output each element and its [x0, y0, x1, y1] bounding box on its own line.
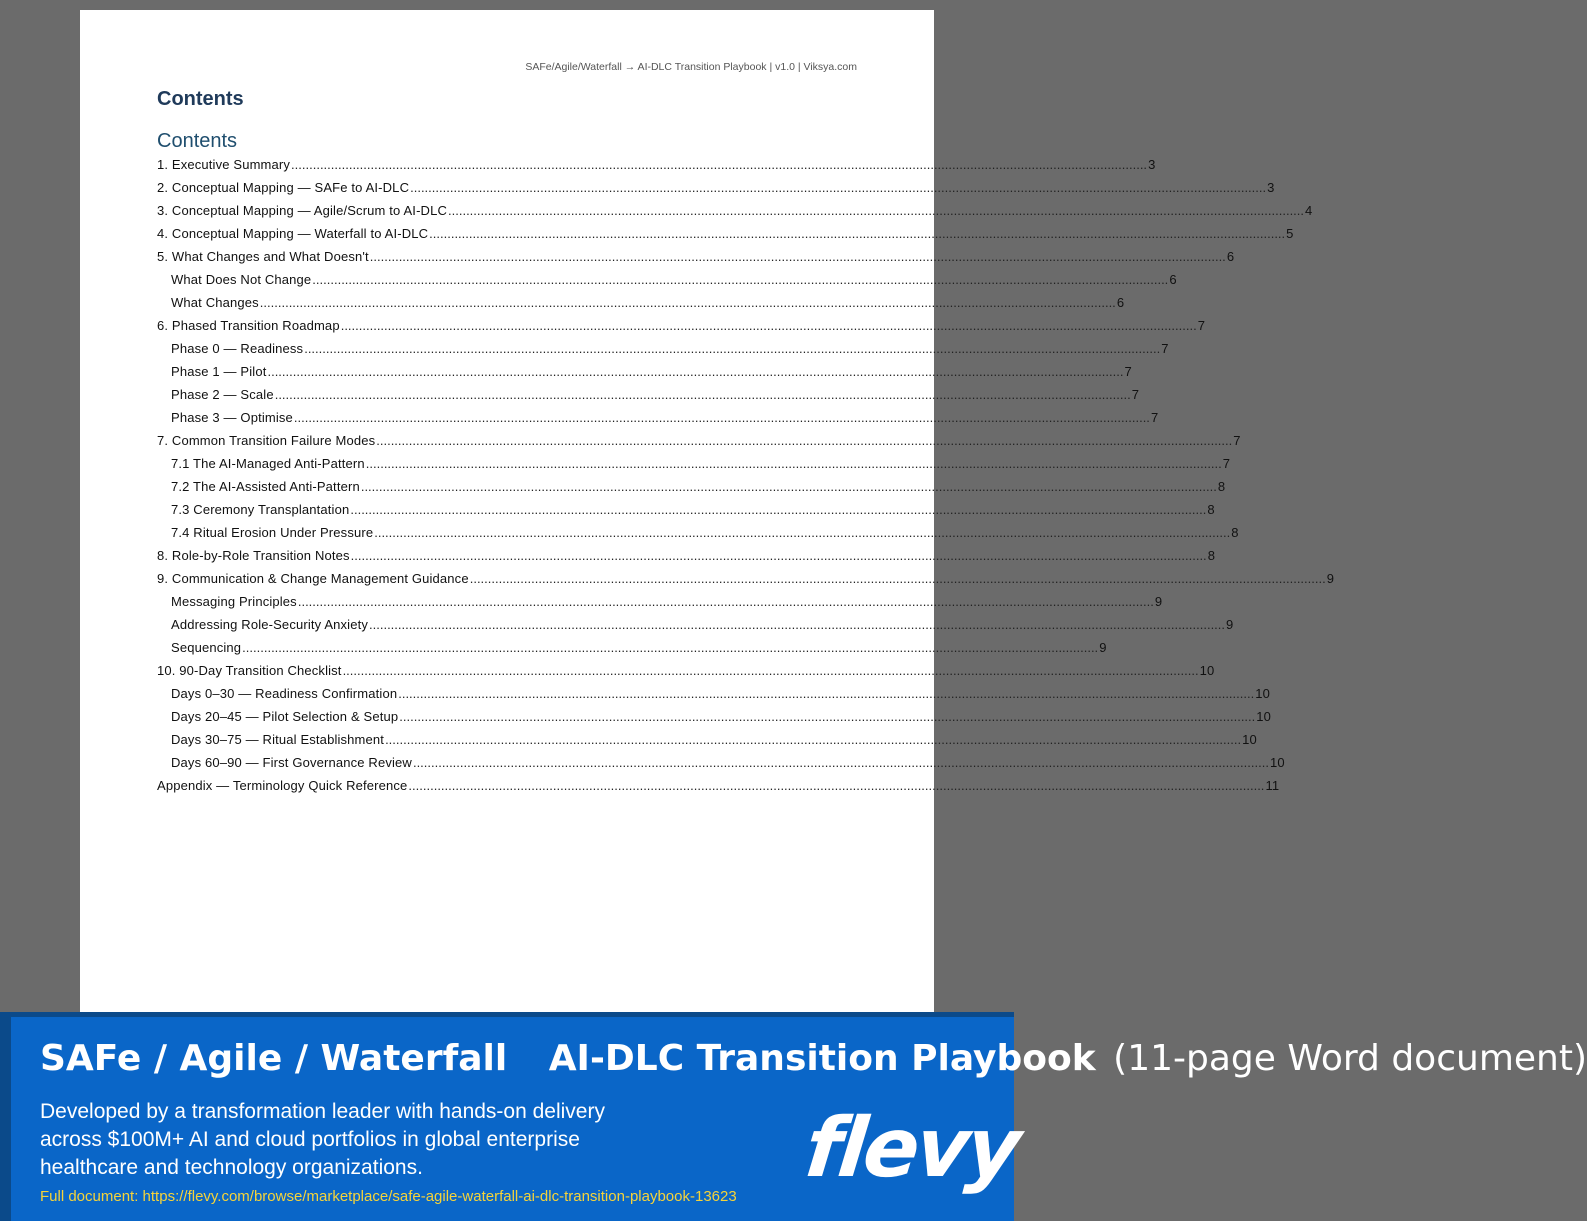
toc-entry[interactable] [157, 314, 1206, 337]
flevy-logo: flevy [801, 1101, 1023, 1196]
toc-entry-page: 3 [1148, 157, 1156, 172]
toc-entry-page: 9 [1326, 571, 1335, 586]
toc-leader-dots [343, 659, 1199, 682]
toc-entry-label: 3. Conceptual Mapping — Agile/Scrum to AI-DLC [157, 203, 448, 218]
promo-banner [0, 1012, 1587, 1221]
toc-entry-page: 7 [1233, 433, 1241, 448]
toc-leader-dots [370, 245, 1226, 268]
toc-leader-dots [361, 475, 1217, 498]
toc-entry[interactable] [157, 636, 1107, 659]
toc-entry-label: 7.3 Ceremony Transplantation [171, 502, 350, 517]
toc-entry-label: 7.1 The AI-Managed Anti-Pattern [171, 456, 365, 471]
toc-entry-label: Messaging Principles [171, 594, 297, 609]
banner-title-part3: (11-page Word document) [1113, 1038, 1587, 1079]
toc-entry-page: 6 [1169, 272, 1177, 287]
toc-entry-page: 6 [1116, 295, 1125, 310]
toc-leader-dots [267, 360, 1123, 383]
toc-entry[interactable] [157, 774, 1280, 797]
toc-entry-page: 7 [1124, 364, 1132, 379]
toc-leader-dots [369, 613, 1225, 636]
toc-entry-page: 10 [1269, 755, 1285, 770]
toc-entry-page: 7 [1161, 341, 1169, 356]
toc-entry-page: 7 [1131, 387, 1140, 402]
toc-leader-dots [260, 291, 1116, 314]
toc-leader-dots [398, 682, 1254, 705]
toc-entry-page: 10 [1242, 732, 1257, 747]
toc-entry-page: 4 [1305, 203, 1313, 218]
toc-entry[interactable] [157, 222, 1294, 245]
toc-entry-page: 6 [1226, 249, 1235, 264]
toc-entry[interactable] [157, 590, 1163, 613]
toc-entry[interactable] [157, 613, 1234, 636]
toc-leader-dots [385, 728, 1241, 751]
toc-entry-page: 8 [1207, 502, 1215, 517]
toc-entry-label: 10. 90-Day Transition Checklist [157, 663, 342, 678]
toc-entry-label: 9. Communication & Change Management Guidance [157, 571, 469, 586]
toc-entry-page: 8 [1231, 525, 1239, 540]
toc-entry[interactable] [157, 544, 1216, 567]
toc-entry-label: Phase 0 — Readiness [171, 341, 304, 356]
toc-entry-page: 8 [1217, 479, 1226, 494]
toc-entry[interactable] [157, 682, 1270, 705]
toc-entry-label: Days 20–45 — Pilot Selection & Setup [171, 709, 399, 724]
toc-entry[interactable] [157, 245, 1235, 268]
toc-leader-dots [399, 705, 1255, 728]
toc-leader-dots [312, 268, 1168, 291]
toc-entry[interactable] [157, 199, 1313, 222]
toc-entry-page: 7 [1222, 456, 1231, 471]
toc-entry-page: 9 [1226, 617, 1234, 632]
running-header: SAFe/Agile/Waterfall → AI-DLC Transition Playbook | v1.0 | Viksya.com [525, 61, 857, 73]
toc-title: Contents [157, 130, 238, 152]
toc-entry[interactable] [157, 452, 1231, 475]
toc-entry-label: Addressing Role-Security Anxiety [171, 617, 369, 632]
toc-leader-dots [374, 521, 1230, 544]
toc-entry[interactable] [157, 567, 1335, 590]
toc-entry-label: Phase 2 — Scale [171, 387, 274, 402]
toc-entry-label: Phase 3 — Optimise [171, 410, 293, 425]
toc-leader-dots [429, 222, 1285, 245]
toc-entry[interactable] [157, 475, 1226, 498]
toc-leader-dots [408, 774, 1264, 797]
toc-entry-label: 7. Common Transition Failure Modes [157, 433, 376, 448]
toc-entry-label: 5. What Changes and What Doesn't [157, 249, 369, 264]
toc-entry-label: 6. Phased Transition Roadmap [157, 318, 340, 333]
toc-leader-dots [304, 337, 1160, 360]
toc-entry-label: Days 0–30 — Readiness Confirmation [171, 686, 398, 701]
toc-entry-page: 7 [1197, 318, 1206, 333]
toc-entry[interactable] [157, 429, 1241, 452]
toc-entry-label: 1. Executive Summary [157, 157, 291, 172]
toc-entry[interactable] [157, 383, 1140, 406]
toc-entry-label: Days 60–90 — First Governance Review [171, 755, 412, 770]
toc-entry-label: Appendix — Terminology Quick Reference [157, 778, 408, 793]
toc-leader-dots [413, 751, 1269, 774]
toc-entry-label: 2. Conceptual Mapping — SAFe to AI-DLC [157, 180, 410, 195]
toc-entry-page: 11 [1265, 778, 1280, 793]
toc-entry[interactable] [157, 521, 1239, 544]
document-page [80, 10, 1335, 1015]
banner-left-rule [0, 1012, 11, 1221]
toc-leader-dots [350, 498, 1206, 521]
toc-entry-label: Phase 1 — Pilot [171, 364, 267, 379]
toc-leader-dots [341, 314, 1197, 337]
toc-entry[interactable] [157, 176, 1275, 199]
toc-entry-label: 7.2 The AI-Assisted Anti-Pattern [171, 479, 360, 494]
toc-entry[interactable] [157, 153, 1156, 176]
banner-top-rule [0, 1012, 1014, 1017]
document-link[interactable]: Full document: https://flevy.com/browse/marketplace/safe-agile-waterfall-ai-dlc-transition-playbook-13623 [40, 1188, 737, 1205]
toc-entry-page: 9 [1154, 594, 1163, 609]
banner-title-part2: AI-DLC Transition Playbook [548, 1038, 1096, 1079]
toc-entry[interactable] [157, 360, 1132, 383]
toc-entry-page: 10 [1256, 709, 1272, 724]
toc-leader-dots [410, 176, 1266, 199]
toc-entry-page: 10 [1255, 686, 1270, 701]
toc-entry[interactable] [157, 406, 1159, 429]
toc-entry-label: What Changes [171, 295, 259, 310]
banner-description: Developed by a transformation leader with hands-on delivery across $100M+ AI and cloud portfolios in global enterprise healthcare and technology organizations. [40, 1100, 605, 1179]
toc-entry-page: 8 [1207, 548, 1216, 563]
toc-entry-label: Sequencing [171, 640, 242, 655]
toc-entry[interactable] [157, 659, 1215, 682]
toc-leader-dots [291, 153, 1147, 176]
toc-leader-dots [275, 383, 1131, 406]
toc-entry-label: What Does Not Change [171, 272, 312, 287]
table-of-contents [157, 153, 1335, 797]
toc-entry-page: 9 [1099, 640, 1107, 655]
toc-leader-dots [351, 544, 1207, 567]
toc-entry-page: 3 [1267, 180, 1275, 195]
toc-entry[interactable] [157, 751, 1285, 774]
toc-entry-label: 8. Role-by-Role Transition Notes [157, 548, 350, 563]
toc-entry[interactable] [157, 728, 1257, 751]
toc-leader-dots [448, 199, 1304, 222]
page-title: Contents [157, 88, 244, 110]
toc-entry-label: 7.4 Ritual Erosion Under Pressure [171, 525, 374, 540]
toc-entry-page: 10 [1199, 663, 1215, 678]
toc-leader-dots [298, 590, 1154, 613]
toc-leader-dots [376, 429, 1232, 452]
toc-leader-dots [242, 636, 1098, 659]
toc-entry[interactable] [157, 498, 1215, 521]
toc-leader-dots [470, 567, 1326, 590]
toc-leader-dots [294, 406, 1150, 429]
toc-entry[interactable] [157, 291, 1125, 314]
toc-entry[interactable] [157, 268, 1177, 291]
toc-entry[interactable] [157, 337, 1169, 360]
toc-entry-page: 5 [1286, 226, 1294, 241]
toc-entry[interactable] [157, 705, 1272, 728]
toc-leader-dots [366, 452, 1222, 475]
banner-title [40, 1038, 1587, 1079]
toc-entry-page: 7 [1150, 410, 1159, 425]
toc-entry-label: 4. Conceptual Mapping — Waterfall to AI-DLC [157, 226, 429, 241]
toc-entry-label: Days 30–75 — Ritual Establishment [171, 732, 385, 747]
banner-title-part1: SAFe / Agile / Waterfall [40, 1038, 508, 1079]
